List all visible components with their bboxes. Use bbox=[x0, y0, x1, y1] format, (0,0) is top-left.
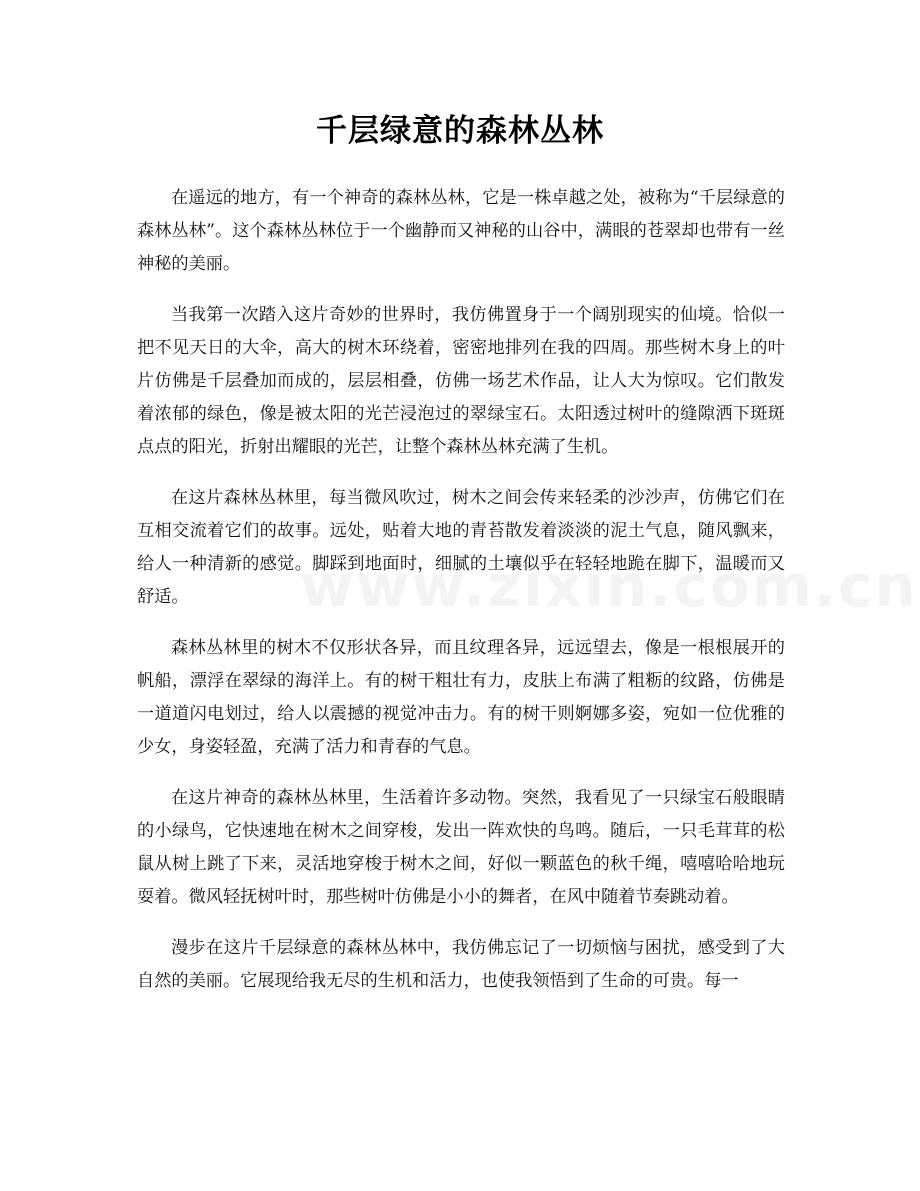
paragraph: 在遥远的地方，有一个神奇的森林丛林，它是一株卓越之处，被称为“千层绿意的森林丛林”。这个森林丛林位于一个幽静而又神秘的山谷中，满眼的苍翠却也带有一丝神秘的美丽。 bbox=[137, 188, 785, 274]
paragraph: 漫步在这片千层绿意的森林丛林中，我仿佛忘记了一切烦恼与困扰，感受到了大自然的美丽。它展现给我无尽的生机和活力，也使我领悟到了生命的可贵。每一 bbox=[137, 938, 785, 991]
paragraph: 在这片神奇的森林丛林里，生活着许多动物。突然，我看见了一只绿宝石般眼睛的小绿鸟，它快速地在树木之间穿梭，发出一阵欢快的鸟鸣。随后，一只毛茸茸的松鼠从树上跳了下来，灵活地穿梭于树木之间，好似一颗蓝色的秋千绳，嘻嘻哈哈地玩耍着。微风轻抚树叶时，那些树叶仿佛是小小的舞者，在风中随着节奏跳动着。 bbox=[137, 788, 785, 907]
page-title: 千层绿意的森林丛林 bbox=[316, 113, 604, 149]
article-body bbox=[137, 182, 785, 1016]
paragraph: 森林丛林里的树木不仅形状各异，而且纹理各异，远远望去，像是一根根展开的帆船，漂浮在翠绿的海洋上。有的树干粗壮有力，皮肤上布满了粗粝的纹路，仿佛是一道道闪电划过，给人以震撼的视觉冲击力。有的树干则婀娜多姿，宛如一位优雅的少女，身姿轻盈，充满了活力和青春的气息。 bbox=[137, 638, 785, 757]
paragraph: 当我第一次踏入这片奇妙的世界时，我仿佛置身于一个阔别现实的仙境。恰似一把不见天日的大伞，高大的树木环绕着，密密地排列在我的四周。那些树木身上的叶片仿佛是千层叠加而成的，层层相叠，仿佛一场艺术作品，让人大为惊叹。它们散发着浓郁的绿色，像是被太阳的光芒浸泡过的翠绿宝石。太阳透过树叶的缝隙洒下斑斑点点的阳光，折射出耀眼的光芒，让整个森林丛林充满了生机。 bbox=[137, 305, 785, 457]
paragraph: 在这片森林丛林里，每当微风吹过，树木之间会传来轻柔的沙沙声，仿佛它们在互相交流着它们的故事。远处，贴着大地的青苔散发着淡淡的泥土气息，随风飘来，给人一种清新的感觉。脚踩到地面时，细腻的土壤似乎在轻轻地跪在脚下，温暖而又舒适。 bbox=[137, 488, 785, 607]
